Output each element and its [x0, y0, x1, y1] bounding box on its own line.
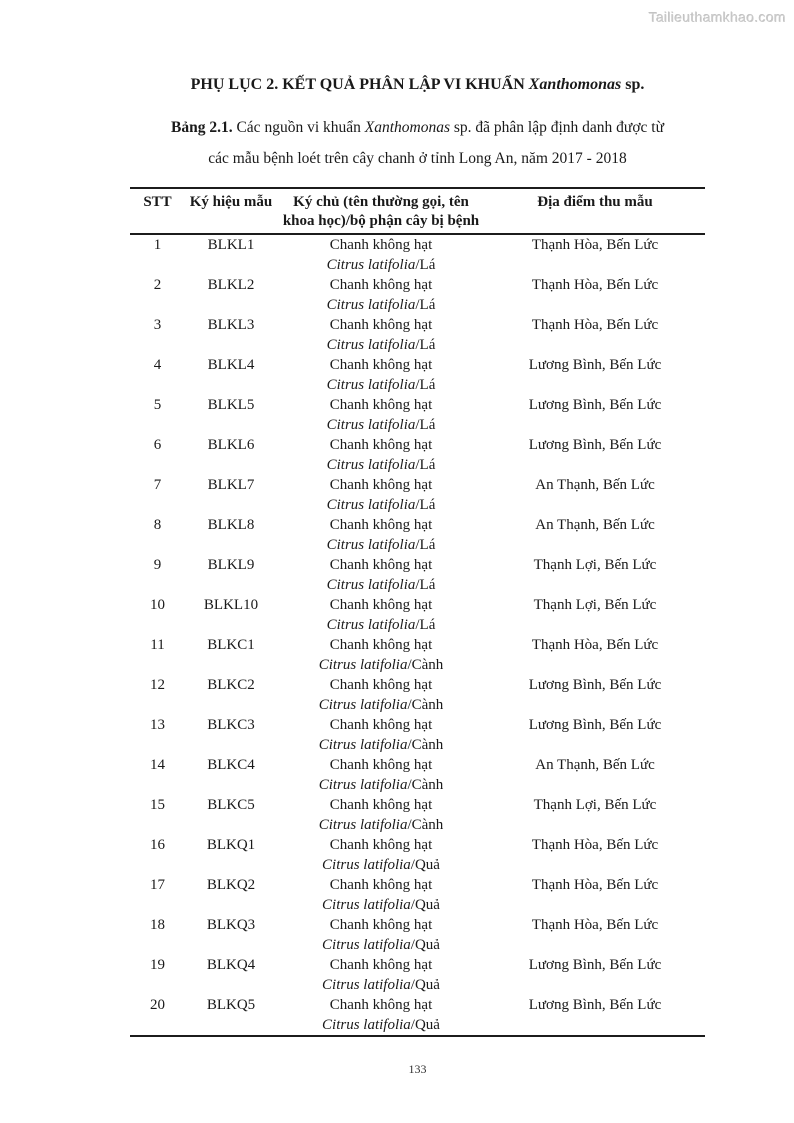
- cell-host: [277, 355, 485, 395]
- cell-location: Lương Bình, Bến Lức: [528, 677, 662, 693]
- host-scientific-line: [279, 935, 483, 955]
- host-scientific-line: [279, 415, 483, 435]
- cell-stt: 18: [150, 917, 165, 933]
- table-row: [130, 635, 705, 675]
- host-common-name: Chanh không hạt: [329, 597, 433, 613]
- header-stt: STT: [143, 194, 172, 210]
- cell-stt: 9: [153, 557, 162, 573]
- host-common-name: Chanh không hạt: [329, 237, 433, 253]
- table-row: [130, 675, 705, 715]
- cell-location: Lương Bình, Bến Lức: [528, 397, 662, 413]
- host-scientific-name: Citrus latifolia: [318, 777, 408, 793]
- table-row: [130, 275, 705, 315]
- cell-sample-code: BLKQ5: [206, 997, 256, 1013]
- host-plant-part: /Lá: [415, 537, 436, 553]
- cell-stt: 7: [153, 477, 162, 493]
- host-scientific-line: [279, 655, 483, 675]
- header-sample-code: Ký hiệu mẫu: [189, 194, 273, 210]
- host-common-name: Chanh không hạt: [329, 677, 433, 693]
- cell-host: [277, 795, 485, 835]
- host-scientific-name: Citrus latifolia: [322, 977, 411, 993]
- cell-host: [277, 675, 485, 715]
- cell-location: Lương Bình, Bến Lức: [528, 437, 662, 453]
- host-plant-part: /Lá: [415, 417, 436, 433]
- host-scientific-line: [279, 975, 483, 995]
- table-row: [130, 395, 705, 435]
- host-scientific-name: Citrus latifolia: [322, 897, 411, 913]
- cell-location: Thạnh Hòa, Bến Lức: [531, 917, 659, 933]
- caption-text-pre: Các nguồn vi khuẩn: [232, 119, 365, 136]
- cell-sample-code: BLKL9: [207, 557, 255, 573]
- cell-stt: 5: [153, 397, 162, 413]
- host-scientific-name: Citrus latifolia: [322, 857, 411, 873]
- host-scientific-line: [279, 735, 483, 755]
- watermark: Tailieuthamkhao.com: [648, 9, 786, 25]
- host-common-name: Chanh không hạt: [329, 837, 433, 853]
- table-caption: [130, 112, 705, 174]
- host-common-name: Chanh không hạt: [329, 877, 433, 893]
- cell-sample-code: BLKC4: [207, 757, 255, 773]
- cell-host: [277, 955, 485, 995]
- cell-location: Thạnh Hòa, Bến Lức: [531, 837, 659, 853]
- caption-line-1: [130, 112, 705, 143]
- host-common-name: Chanh không hạt: [329, 917, 433, 933]
- host-common-name: Chanh không hạt: [329, 477, 433, 493]
- host-plant-part: /Lá: [415, 617, 436, 633]
- cell-stt: 10: [150, 597, 165, 613]
- host-plant-part: /Quả: [410, 937, 440, 953]
- host-plant-part: /Cành: [407, 657, 444, 673]
- cell-host: [277, 515, 485, 555]
- table-row: [130, 515, 705, 555]
- host-common-name: Chanh không hạt: [329, 757, 433, 773]
- host-plant-part: /Cành: [407, 697, 444, 713]
- host-scientific-line: [279, 695, 483, 715]
- host-common-name: Chanh không hạt: [329, 997, 433, 1013]
- cell-location: Lương Bình, Bến Lức: [528, 957, 662, 973]
- table-row: [130, 835, 705, 875]
- isolates-table: [130, 187, 705, 1037]
- host-scientific-name: Citrus latifolia: [322, 937, 411, 953]
- cell-location: An Thạnh, Bến Lức: [535, 757, 655, 773]
- host-plant-part: /Cành: [407, 777, 444, 793]
- cell-stt: 6: [153, 437, 162, 453]
- host-scientific-name: Citrus latifolia: [326, 537, 416, 553]
- host-scientific-name: Citrus latifolia: [326, 497, 416, 513]
- host-common-name: Chanh không hạt: [329, 317, 433, 333]
- host-scientific-name: Citrus latifolia: [326, 377, 416, 393]
- host-plant-part: /Cành: [407, 737, 444, 753]
- cell-host: [277, 234, 485, 275]
- host-scientific-name: Citrus latifolia: [326, 297, 416, 313]
- host-scientific-line: [279, 455, 483, 475]
- table-row: [130, 234, 705, 275]
- host-scientific-line: [279, 815, 483, 835]
- host-scientific-name: Citrus latifolia: [326, 577, 416, 593]
- host-scientific-line: [279, 255, 483, 275]
- cell-location: Lương Bình, Bến Lức: [528, 357, 662, 373]
- cell-host: [277, 995, 485, 1036]
- cell-stt: 12: [150, 677, 165, 693]
- table-row: [130, 355, 705, 395]
- cell-sample-code: BLKQ4: [206, 957, 256, 973]
- host-plant-part: /Lá: [415, 577, 436, 593]
- host-scientific-name: Citrus latifolia: [318, 817, 408, 833]
- table-row: [130, 915, 705, 955]
- caption-label: Bảng 2.1.: [171, 119, 233, 136]
- cell-stt: 11: [150, 637, 165, 653]
- host-common-name: Chanh không hạt: [329, 437, 433, 453]
- host-common-name: Chanh không hạt: [329, 277, 433, 293]
- host-scientific-line: [279, 375, 483, 395]
- page-number: 133: [408, 1062, 427, 1076]
- host-scientific-name: Citrus latifolia: [326, 257, 416, 273]
- host-scientific-name: Citrus latifolia: [326, 417, 416, 433]
- cell-sample-code: BLKL8: [207, 517, 255, 533]
- host-scientific-name: Citrus latifolia: [326, 337, 416, 353]
- cell-stt: 1: [153, 237, 162, 253]
- host-scientific-name: Citrus latifolia: [326, 617, 416, 633]
- table-row: [130, 995, 705, 1036]
- cell-stt: 13: [150, 717, 165, 733]
- host-plant-part: /Lá: [415, 377, 436, 393]
- cell-sample-code: BLKL3: [207, 317, 255, 333]
- cell-sample-code: BLKL6: [207, 437, 255, 453]
- table-row: [130, 435, 705, 475]
- table-row: [130, 475, 705, 515]
- cell-sample-code: BLKC5: [207, 797, 255, 813]
- host-common-name: Chanh không hạt: [329, 957, 433, 973]
- cell-stt: 3: [153, 317, 162, 333]
- cell-host: [277, 275, 485, 315]
- cell-sample-code: BLKC3: [207, 717, 255, 733]
- cell-stt: 17: [150, 877, 165, 893]
- host-plant-part: /Lá: [415, 457, 436, 473]
- host-common-name: Chanh không hạt: [329, 637, 433, 653]
- cell-location: Thạnh Lợi, Bến Lức: [533, 797, 657, 813]
- caption-text-post: sp. đã phân lập định danh được từ: [450, 119, 664, 136]
- cell-host: [277, 715, 485, 755]
- cell-host: [277, 595, 485, 635]
- cell-stt: 2: [153, 277, 162, 293]
- cell-location: An Thạnh, Bến Lức: [535, 517, 655, 533]
- cell-location: Thạnh Hòa, Bến Lức: [531, 237, 659, 253]
- cell-location: Thạnh Hòa, Bến Lức: [531, 317, 659, 333]
- cell-location: Thạnh Hòa, Bến Lức: [531, 877, 659, 893]
- table-header: [130, 188, 705, 234]
- cell-location: Thạnh Lợi, Bến Lức: [533, 597, 657, 613]
- host-scientific-line: [279, 775, 483, 795]
- host-scientific-line: [279, 615, 483, 635]
- host-common-name: Chanh không hạt: [329, 397, 433, 413]
- cell-host: [277, 635, 485, 675]
- cell-location: An Thạnh, Bến Lức: [535, 477, 655, 493]
- cell-location: Thạnh Hòa, Bến Lức: [531, 277, 659, 293]
- title-species-name: Xanthomonas: [528, 76, 622, 93]
- host-scientific-line: [279, 335, 483, 355]
- host-scientific-line: [279, 855, 483, 875]
- page-content: [130, 74, 705, 1037]
- cell-sample-code: BLKQ2: [206, 877, 256, 893]
- table-row: [130, 955, 705, 995]
- host-plant-part: /Lá: [415, 257, 436, 273]
- cell-sample-code: BLKQ3: [206, 917, 256, 933]
- cell-host: [277, 475, 485, 515]
- cell-sample-code: BLKL1: [207, 237, 255, 253]
- title-suffix: sp.: [621, 76, 645, 93]
- table-row: [130, 755, 705, 795]
- cell-sample-code: BLKC1: [207, 637, 255, 653]
- cell-sample-code: BLKL7: [207, 477, 255, 493]
- cell-location: Thạnh Hòa, Bến Lức: [531, 637, 659, 653]
- cell-sample-code: BLKL10: [203, 597, 259, 613]
- cell-stt: 16: [150, 837, 165, 853]
- page-title: [130, 74, 705, 96]
- table-row: [130, 795, 705, 835]
- cell-sample-code: BLKL4: [207, 357, 255, 373]
- host-plant-part: /Lá: [415, 297, 436, 313]
- caption-line-2: các mẫu bệnh loét trên cây chanh ở tỉnh Long An, năm 2017 - 2018: [208, 150, 627, 167]
- host-plant-part: /Quả: [410, 857, 440, 873]
- cell-stt: 19: [150, 957, 165, 973]
- host-scientific-name: Citrus latifolia: [326, 457, 416, 473]
- table-row: [130, 875, 705, 915]
- cell-host: [277, 755, 485, 795]
- cell-stt: 14: [150, 757, 165, 773]
- title-text: PHỤ LỤC 2. KẾT QUẢ PHÂN LẬP VI KHUẨN: [190, 76, 529, 93]
- cell-location: Lương Bình, Bến Lức: [528, 717, 662, 733]
- cell-stt: 8: [153, 517, 162, 533]
- table-row: [130, 715, 705, 755]
- host-scientific-line: [279, 575, 483, 595]
- host-common-name: Chanh không hạt: [329, 797, 433, 813]
- table-row: [130, 595, 705, 635]
- host-scientific-name: Citrus latifolia: [318, 737, 408, 753]
- cell-stt: 15: [150, 797, 165, 813]
- host-scientific-name: Citrus latifolia: [318, 657, 408, 673]
- cell-sample-code: BLKQ1: [206, 837, 256, 853]
- cell-host: [277, 435, 485, 475]
- host-scientific-line: [279, 1015, 483, 1035]
- host-plant-part: /Quả: [410, 977, 440, 993]
- host-scientific-name: Citrus latifolia: [322, 1017, 411, 1033]
- host-common-name: Chanh không hạt: [329, 357, 433, 373]
- header-host: Ký chủ (tên thường gọi, tên khoa học)/bộ phận cây bị bệnh: [282, 194, 480, 229]
- cell-host: [277, 915, 485, 955]
- cell-location: Lương Bình, Bến Lức: [528, 997, 662, 1013]
- table-header-row: [130, 188, 705, 234]
- host-plant-part: /Quả: [410, 1017, 440, 1033]
- host-scientific-line: [279, 295, 483, 315]
- host-plant-part: /Lá: [415, 337, 436, 353]
- cell-host: [277, 395, 485, 435]
- cell-host: [277, 835, 485, 875]
- cell-host: [277, 555, 485, 595]
- host-plant-part: /Quả: [410, 897, 440, 913]
- host-plant-part: /Lá: [415, 497, 436, 513]
- host-scientific-line: [279, 535, 483, 555]
- host-scientific-line: [279, 495, 483, 515]
- cell-sample-code: BLKC2: [207, 677, 255, 693]
- host-common-name: Chanh không hạt: [329, 557, 433, 573]
- cell-stt: 4: [153, 357, 162, 373]
- host-common-name: Chanh không hạt: [329, 717, 433, 733]
- table-body: [130, 234, 705, 1036]
- cell-location: Thạnh Lợi, Bến Lức: [533, 557, 657, 573]
- host-scientific-name: Citrus latifolia: [318, 697, 408, 713]
- host-common-name: Chanh không hạt: [329, 517, 433, 533]
- table-row: [130, 315, 705, 355]
- header-location: Địa điểm thu mẫu: [537, 194, 653, 210]
- host-scientific-line: [279, 895, 483, 915]
- caption-species-name: Xanthomonas: [364, 119, 451, 136]
- cell-host: [277, 315, 485, 355]
- host-plant-part: /Cành: [407, 817, 444, 833]
- cell-sample-code: BLKL2: [207, 277, 255, 293]
- cell-stt: 20: [150, 997, 165, 1013]
- cell-sample-code: BLKL5: [207, 397, 255, 413]
- cell-host: [277, 875, 485, 915]
- table-row: [130, 555, 705, 595]
